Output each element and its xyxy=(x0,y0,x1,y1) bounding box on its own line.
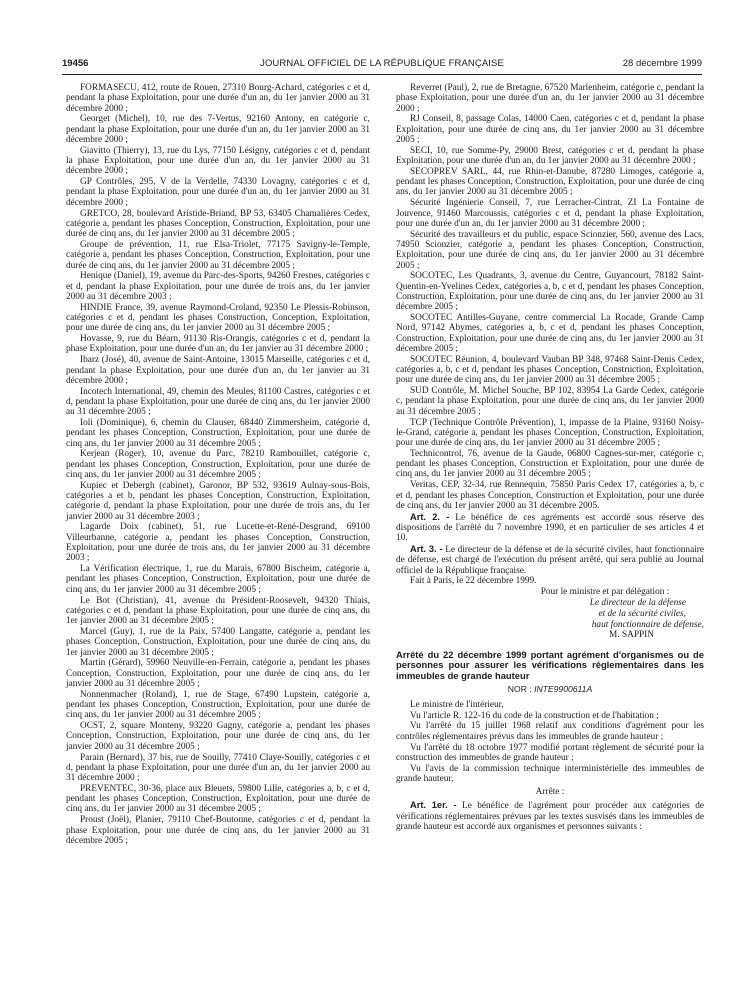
page-number: 19456 xyxy=(62,58,89,69)
entry: SOCOTEC, Les Quadrants, 3, avenue du Centre, Guyancourt, 78182 Saint-Quentin-en-Yvelines Cedex, catégories a, b, c et d, pendant les phases Conception, Construction, Exploitation, pour une durée de cinq ans, du 1er janvier 2000 au 31 décembre 2005 ; xyxy=(396,271,704,313)
article-3 xyxy=(396,544,704,576)
entry: Sécurité Ingénierie Conseil, 7, rue Lerracher-Cintrat, ZI La Fontaine de Jouvence, 91460 Marcoussis, catégories c et d, pendant la phase Exploitation, pour une durée d'un an, du 1er janvier 2000 au 31 décembre 2000 ; xyxy=(396,198,704,229)
article-1 xyxy=(396,800,704,832)
entry: PREVENTEC, 30-36, place aux Bleuets, 59800 Lille, catégories a, b, c et d, pendant les phases Conception, Construction, Exploitation, pour une durée de cinq ans, du 1er janvier 2000 au 31 décembre 2005 ; xyxy=(66,783,370,815)
entry: Technicontrol, 76, avenue de la Gaude, 06800 Cagnes-sur-mer, catégorie c, pendant les phases Conception, Construction et Exploitation, pour une durée de cinq ans, du 1er janvier 2000 au 31 décembre 2005 ; xyxy=(396,448,704,480)
decree-title: Arrêté du 22 décembre 1999 portant agrément d'organismes ou de personnes pour assurer les vérifications réglementaires dans les immeubles de grande hauteur xyxy=(396,648,704,681)
entry: Martin (Gérard), 59960 Neuville-en-Ferrain, catégorie a, pendant les phases Conception, Construction, Exploitation, pour une durée de cinq ans, du 1er janvier 2000 au 31 décembre 2005 ; xyxy=(66,658,370,689)
entry: GRETCO, 28, boulevard Aristide-Briand, BP 53, 63405 Chamalières Cedex, catégorie a, pendant les phases Conception, Construction, Exploitation, pour une durée de cinq ans, du 1er janvier 2000 au 31 décembre 2005 ; xyxy=(66,208,370,240)
entry: Marcel (Guy), 1, rue de la Paix, 57400 Langatte, catégorie a, pendant les phases Conception, Construction, Exploitation, pour une durée de cinq ans, du 1er janvier 2000 au 31 décembre 2005 ; xyxy=(66,626,370,658)
right-column xyxy=(396,83,704,833)
entry: Hovasse, 9, rue du Béarn, 91130 Ris-Orangis, catégories c et d, pendant la phase Exploitation, pour une durée d'un an, du 1er janvier au 31 décembre 2000 ; xyxy=(66,334,370,355)
entry: Groupe de prévention, 11, rue Elsa-Triolet, 77175 Savigny-le-Temple, catégorie a, pendant les phases Conception, Construction, Exploitation, pour une durée de cinq ans, du 1er janvier 2000 au 31 décembre 2005 ; xyxy=(66,239,370,271)
entry: SOCOTEC Antilles-Guyane, centre commercial La Rocade, Grande Camp Nord, 97142 Abymes, catégories a, b, c et d, pendant les phases Conception, Construction, Exploitation, pour une durée de cinq ans, du 1er janvier 2000 au 31 décembre 2005 ; xyxy=(396,313,704,354)
nor-code: INTE9900611A xyxy=(534,683,593,694)
entry: Lagarde Doix (cabinet), 51, rue Lucette-et-René-Desgrand, 69100 Villeurbanne, catégorie a, pendant les phases Conception, Construction, Exploitation, pour une durée de trois ans, du 1er janvier 2000 au 31 décembre 2003 ; xyxy=(66,522,370,564)
entry: Sécurité des travailleurs et du public, espace Scionzier, 560, avenue des Lacs, 74950 Scionzier, catégorie a, pendant les phases Conception, Construction, Exploitation, pour une durée de cinq ans, du 1er janvier 2000 au 31 décembre 2005 ; xyxy=(396,229,704,271)
signature-name: M. SAPPIN xyxy=(609,630,654,641)
entry: Kupiec et Debergh (cabinet), Garonor, BP 532, 93619 Aulnay-sous-Bois, catégories a et b, pendant les phases Conception, Construction, Exploitation, catégorie d, pendant la phase Exploitation, pour une durée de trois ans, du 1er janvier 2000 au 31 décembre 2003 ; xyxy=(66,480,370,522)
journal-title: JOURNAL OFFICIEL DE LA RÉPUBLIQUE FRANÇAISE xyxy=(260,58,504,69)
entry: Incotech International, 49, chemin des Meules, 81100 Castres, catégories c et d, pendant la phase Exploitation, pour une durée de cinq ans, du 1er janvier 2000 au 31 décembre 2005 ; xyxy=(66,386,370,418)
entry: Georget (Michel), 10, rue des 7-Vertus, 92160 Antony, en catégorie c, pendant la phase Exploitation, pour une durée d'un an, du 1er janvier 2000 au 31 décembre 2000 ; xyxy=(66,114,370,145)
entry: Parain (Bernard), 37 bis, rue de Souilly, 77410 Claye-Souilly, catégories c et d, pendant la phase Exploitation, pour une durée d'un an, du 1er janvier 2000 au 31 décembre 2000 ; xyxy=(66,752,370,784)
decree-intro: Le ministre de l'intérieur, xyxy=(410,699,504,710)
entry: Veritas, CEP, 32-34, rue Rennequin, 75850 Paris Cedex 17, catégories a, b, c et d, pendant les phases Conception, Construction et Exploitation, pour une durée de cinq ans, du 1er janvier 2000 au 31 décembre 2005. xyxy=(396,480,704,511)
visa: Vu l'arrêté du 18 octobre 1977 modifié portant règlement de sécurité pour la construction des immeubles de grande hauteur ; xyxy=(396,742,704,763)
header-rule xyxy=(62,74,702,75)
entry: Proust (Joël), Planier, 79110 Chef-Boutonne, catégories c et d, pendant la phase Exploitation, pour une durée de cinq ans, du 1er janvier 2000 au 31 décembre 2005 ; xyxy=(66,815,370,846)
done-at: Fait à Paris, le 22 décembre 1999. xyxy=(410,576,537,587)
entry: SUD Contrôle, M. Michel Souche, BP 102, 83954 La Garde Cedex, catégorie c, pendant la phase Exploitation, pour une durée de cinq ans, du 1er janvier 2000 au 31 décembre 2005 ; xyxy=(396,386,704,417)
entry: La Vérification électrique, 1, rue du Marais, 67800 Bischeim, catégorie a, pendant les phases Conception, Construction, Exploitation, pour une durée de cinq ans, du 1er janvier 2000 au 31 décembre 2005 ; xyxy=(66,564,370,595)
entry: Reverret (Paul), 2, rue de Bretagne, 67520 Marlenheim, catégorie c, pendant la phase Exploitation, pour une durée d'un an, du 1er janvier 2000 au 31 décembre 2000 ; xyxy=(396,83,704,114)
article-3-text: Le directeur de la défense et de la sécurité civiles, haut fonctionnaire de défense, est chargé de l'exécution du présent arrêté, qui sera publié au Journal officiel de la République française. xyxy=(396,545,705,576)
entry: SOCOTEC Réunion, 4, boulevard Vauban BP 348, 97468 Saint-Denis Cedex, catégories a, b, c et d, pendant les phases Conception, Construction, Exploitation, pour une durée de cinq ans, du 1er janvier 2000 au 31 décembre 2005 ; xyxy=(396,354,704,386)
article-1-label: Art. 1er. - xyxy=(410,800,457,811)
entry: GP Contrôles, 295, V de la Verdelle, 74330 Lovagny, catégories c et d, pendant la phase Exploitation, pour une durée d'un an, du 1er janvier 2000 au 31 décembre 2000 ; xyxy=(66,177,370,208)
issue-date: 28 décembre 1999 xyxy=(622,58,702,69)
entry: SECI, 10, rue Somme-Py, 29000 Brest, catégories c et d, pendant la phase Exploitation, pour une durée d'un an, du 1er janvier 2000 au 31 décembre 2000 ; xyxy=(396,145,704,167)
entry: Nonnenmacher (Roland), 1, rue de Stage, 67490 Lupstein, catégorie a, pendant les phases Conception, Construction, Exploitation, pour une durée de cinq ans, du 1er janvier 2000 au 31 décembre 2005 ; xyxy=(66,689,370,721)
visa: Vu l'article R. 122-16 du code de la construction et de l'habitation ; xyxy=(410,710,659,721)
entry: RJ Conseil, 8, passage Colas, 14000 Caen, catégories c et d, pendant la phase Exploitation, pour une durée de cinq ans, du 1er janvier 2000 au 31 décembre 2005 ; xyxy=(396,114,704,145)
page-header xyxy=(62,58,702,72)
entry: Henique (Daniel), 19, avenue du Parc-des-Sports, 94260 Fresnes, catégories c et d, pendant la phase Exploitation, pour une durée de trois ans, du 1er janvier 2000 au 31 décembre 2003 ; xyxy=(66,271,370,302)
entry: TCP (Technique Contrôle Prévention), 1, impasse de la Plaine, 93160 Noisy-le-Grand, catégorie a, pendant les phases Conception, Construction, Exploitation, pour une durée de cinq ans, du 1er janvier 2000 au 31 décembre 2005 ; xyxy=(396,417,704,449)
article-2-text: Le bénéfice de ces agréments est accordé sous réserve des dispositions de l'arrêté du 7 novembre 1990, et en particulier de ses articles 4 et 10. xyxy=(396,512,705,544)
article-2-label: Art. 2. - xyxy=(410,511,450,522)
entry: Giavitto (Thierry), 13, rue du Lys, 77150 Lésigny, catégories c et d, pendant la phase Exploitation, pour une durée d'un an, du 1er janvier 2000 au 31 décembre 2000 ; xyxy=(66,145,370,177)
entry: OCST, 2, square Monteny, 93220 Gagny, catégorie a, pendant les phases Conception, Construction, Exploitation, pour une durée de cinq ans, du 1er janvier 2000 au 31 décembre 2005 ; xyxy=(66,721,370,752)
signature-line-4: haut fonctionnaire de défense, xyxy=(591,619,704,630)
article-1-text: Le bénéfice de l'agrément pour procéder aux catégories de vérifications réglementaires prévues par les textes susvisés dans les immeubles de grande hauteur est accordé aux organismes et personnes suivants : xyxy=(396,801,704,833)
arrete-heading: Arrête : xyxy=(535,787,565,798)
entry: Kerjean (Roger), 10, avenue du Parc, 78210 Rambouillet, catégorie c, pendant les phases Conception, Construction, Exploitation, pour une durée de cinq ans, du 1er janvier 2000 au 31 décembre 2005 ; xyxy=(66,449,370,480)
entry: Ibarz (José), 40, avenue de Saint-Antoine, 13015 Marseille, catégories c et d, pendant la phase Exploitation, pour une durée d'un an, du 1er janvier au 31 décembre 2000 ; xyxy=(66,355,370,386)
visa: Vu l'arrêté du 15 juillet 1968 relatif aux conditions d'agrément pour les contrôles réglementaires prévus dans les immeubles de grande hauteur ; xyxy=(396,721,704,742)
visa: Vu l'avis de la commission technique interministérielle des immeubles de grande hauteur, xyxy=(396,763,704,784)
nor-label: NOR : xyxy=(507,683,532,694)
article-2 xyxy=(396,512,704,544)
entry: SECOPREV SARL, 44, rue Rhin-et-Danube, 87280 Limoges, catégorie a, pendant les phases Conception, Construction, Exploitation, pour une durée de cinq ans, du 1er janvier 2000 au 31 décembre 2005 ; xyxy=(396,166,704,198)
entry: HINDIE France, 39, avenue Raymond-Croland, 92350 Le Plessis-Robinson, catégories c et d, pendant les phases Construction, Conception, Exploitation, pour une durée de cinq ans, du 1er janvier 2000 au 31 décembre 2005 ; xyxy=(66,302,370,334)
nor-reference xyxy=(396,684,704,694)
entry: Le Bot (Christian), 41, avenue du Président-Roosevelt, 94320 Thiais, catégories c et d, pendant la phase Exploitation, pour une durée de cinq ans, du 1er janvier 2000 au 31 décembre 2005 ; xyxy=(66,595,370,627)
signature-line-2: Le directeur de la défense xyxy=(589,598,686,609)
article-3-label: Art. 3. - xyxy=(410,544,443,555)
signature-line-1: Pour le ministre et par délégation : xyxy=(540,587,670,598)
entry: FORMASECU, 412, route de Rouen, 27310 Bourg-Achard, catégories c et d, pendant la phase Exploitation, pour une durée d'un an, du 1er janvier 2000 au 31 décembre 2000 ; xyxy=(66,83,370,114)
signature-line-3: et de la sécurité civiles, xyxy=(598,608,686,619)
left-column xyxy=(66,83,370,847)
entry: Ioli (Dominique), 6, chemin du Clauser, 68440 Zimmersheim, catégorie d, pendant les phases Conception, Construction, Exploitation, pour une durée de cinq ans, du 1er janvier 2000 au 31 décembre 2005 ; xyxy=(66,418,370,449)
